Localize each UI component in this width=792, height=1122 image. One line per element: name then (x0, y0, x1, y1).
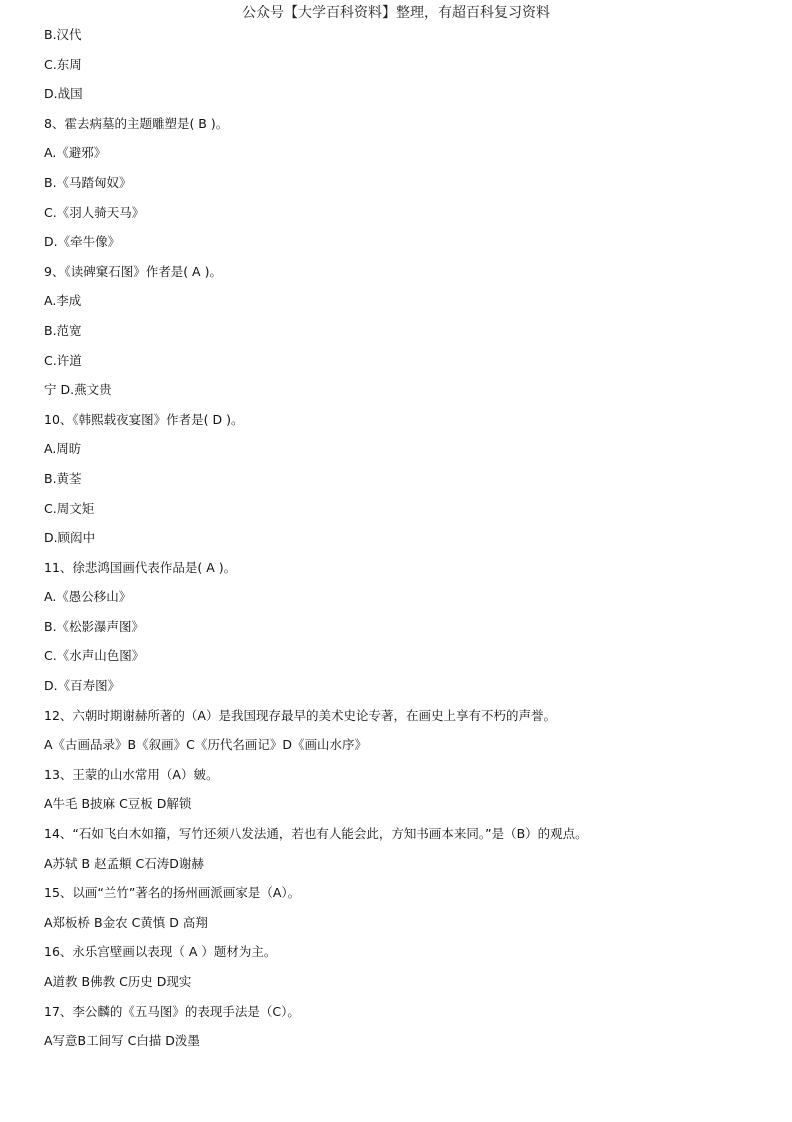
question-line: 10、《韩熙载夜宴图》作者是( D )。 (44, 411, 244, 427)
text-line: C.许道 (44, 352, 82, 368)
text-line: B.《松影瀑声图》 (44, 618, 145, 634)
text-line: B.范宽 (44, 322, 82, 338)
question-line: 15、以画“兰竹”著名的扬州画派画家是（A）。 (44, 885, 301, 901)
text-line: D.顾闳中 (44, 530, 96, 546)
text-line: B.黄荃 (44, 470, 82, 486)
question-line: 8、霍去病墓的主题雕塑是( B )。 (44, 115, 229, 131)
text-line: A苏轼 B 赵孟頫 C石涛D谢赫 (44, 855, 204, 871)
question-line: 14、“石如飞白木如籀，写竹还须八发法通，若也有人能会此，方知书画本来同。”是（B）的观点。 (44, 826, 588, 842)
text-line: C.《羽人骑天马》 (44, 204, 145, 220)
text-line: A牛毛 B披麻 C豆板 D解锁 (44, 796, 192, 812)
text-line: C.东周 (44, 56, 82, 72)
text-line: A写意B工间写 C白描 D泼墨 (44, 1033, 200, 1049)
page-header: 公众号【大学百科资料】整理，有超百科复习资料 (242, 5, 550, 21)
question-line: 11、徐悲鸿国画代表作品是( A )。 (44, 559, 237, 575)
text-line: C.《水声山色图》 (44, 648, 145, 664)
text-line: 宁 D.燕文贵 (44, 382, 112, 398)
text-line: C.周文矩 (44, 500, 95, 516)
question-line: 13、王蒙的山水常用（A）皴。 (44, 766, 219, 782)
text-line: B.汉代 (44, 27, 82, 42)
text-line: A《古画品录》B《叙画》C《历代名画记》D《画山水序》 (44, 737, 367, 753)
text-line: D.战国 (44, 86, 83, 102)
text-line: A郑板桥 B金农 C黄慎 D 高翔 (44, 914, 208, 930)
question-line: 9、《读碑窠石图》作者是( A )。 (44, 263, 222, 279)
text-line: A.《避邪》 (44, 145, 107, 161)
text-line: D.《百寿图》 (44, 678, 121, 694)
question-line: 16、永乐宫壁画以表现（ A ）题材为主。 (44, 944, 277, 960)
document-body (44, 20, 764, 1056)
text-line: D.《牵牛像》 (44, 234, 121, 250)
text-line: A.李成 (44, 293, 82, 309)
text-line: A.周昉 (44, 441, 82, 457)
text-line: B.《马踏匈奴》 (44, 174, 132, 190)
text-line: A.《愚公移山》 (44, 589, 132, 605)
text-line: A道教 B佛教 C历史 D现实 (44, 974, 192, 989)
question-line: 17、李公麟的《五马图》的表现手法是（C）。 (44, 1003, 300, 1019)
question-line: 12、六朝时期谢赫所著的（A）是我国现存最早的美术史论专著，在画史上享有不朽的声誉。 (44, 707, 556, 723)
